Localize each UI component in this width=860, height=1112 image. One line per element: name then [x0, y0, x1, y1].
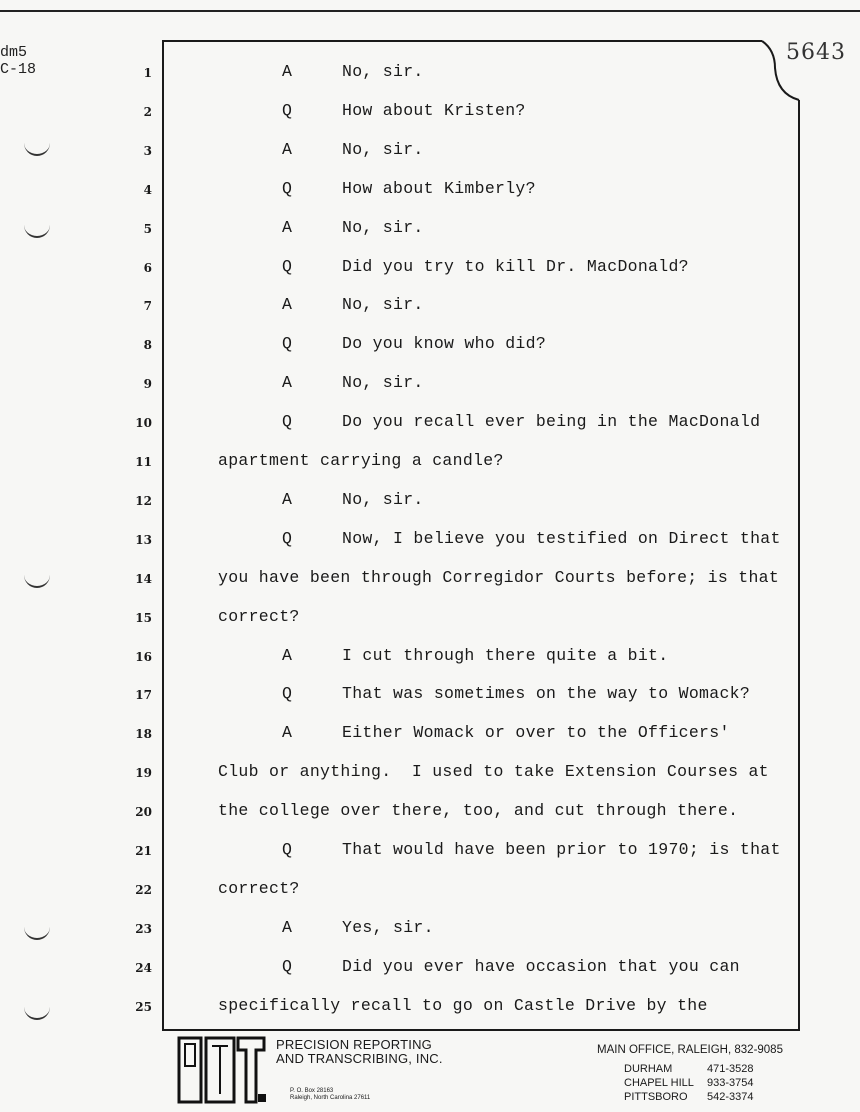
- speaker-label: A: [282, 217, 293, 237]
- binder-hole-mark: [24, 1004, 50, 1020]
- speaker-label: Q: [282, 840, 293, 859]
- testimony-text: Do you know who did?: [342, 334, 547, 354]
- testimony-text: No, sir.: [342, 489, 424, 509]
- line-number: 19: [135, 766, 152, 781]
- speaker-label: Q: [282, 412, 293, 432]
- line-number: 9: [143, 377, 152, 392]
- testimony-continuation: correct?: [218, 606, 300, 626]
- office-city: PITTSBORO: [624, 1091, 688, 1103]
- margin-note-initials: dm5: [0, 44, 28, 61]
- line-number: 4: [143, 182, 152, 197]
- office-city: DURHAM: [624, 1063, 673, 1075]
- binder-hole-mark: [24, 140, 50, 156]
- testimony-text: That would have been prior to 1970; is that: [342, 840, 781, 859]
- line-number: 12: [135, 493, 152, 508]
- speaker-label: Q: [282, 256, 293, 276]
- testimony-text: No, sir.: [342, 295, 424, 315]
- testimony-continuation: the college over there, too, and cut through there.: [218, 801, 739, 821]
- speaker-label: Q: [282, 100, 293, 120]
- office-city: CHAPEL HILL: [624, 1077, 694, 1089]
- pobox-line: P. O. Box 28163: [290, 1088, 334, 1094]
- speaker-label: A: [282, 295, 293, 315]
- transcript-border-bottom: [162, 1029, 800, 1031]
- speaker-label: A: [282, 373, 293, 393]
- line-number: 11: [135, 455, 152, 469]
- speaker-label: A: [282, 645, 293, 665]
- transcript-border-left: [162, 40, 164, 1030]
- transcript-border-right: [798, 100, 800, 1030]
- line-number: 16: [135, 649, 152, 664]
- testimony-text: How about Kimberly?: [342, 178, 536, 198]
- company-name-line2: AND TRANSCRIBING, INC.: [276, 1051, 443, 1066]
- binder-hole-mark: [24, 222, 50, 238]
- testimony-text: Do you recall ever being in the MacDonald: [342, 412, 761, 432]
- line-number: 23: [135, 921, 152, 936]
- line-number: 13: [135, 532, 152, 547]
- line-number: 24: [135, 960, 152, 975]
- pat-logo: [176, 1036, 268, 1106]
- testimony-text: Did you try to kill Dr. MacDonald?: [342, 256, 689, 276]
- speaker-label: Q: [282, 684, 293, 704]
- testimony-continuation: specifically recall to go on Castle Drive by the: [218, 995, 708, 1015]
- line-number: 18: [135, 727, 152, 742]
- speaker-label: Q: [282, 178, 293, 198]
- line-number: 25: [135, 999, 152, 1014]
- line-number: 7: [143, 299, 152, 314]
- line-number: 21: [135, 844, 152, 858]
- top-edge-rule: [0, 10, 860, 12]
- line-number: 14: [135, 571, 152, 586]
- testimony-text: Now, I believe you testified on Direct that: [342, 528, 781, 548]
- testimony-text: No, sir.: [342, 62, 424, 81]
- testimony-text: No, sir.: [342, 139, 424, 159]
- testimony-continuation: apartment carrying a candle?: [218, 451, 504, 470]
- transcript-border-top: [162, 40, 762, 42]
- testimony-text: No, sir.: [342, 217, 424, 237]
- line-number: 2: [143, 104, 152, 119]
- speaker-label: A: [282, 489, 293, 509]
- testimony-text: That was sometimes on the way to Womack?: [342, 684, 751, 704]
- city-line: Raleigh, North Carolina 27611: [290, 1095, 371, 1101]
- testimony-text: I cut through there quite a bit.: [342, 645, 669, 665]
- line-number: 15: [135, 610, 152, 625]
- office-phone: 933-3754: [707, 1077, 754, 1089]
- company-name-line1: PRECISION REPORTING: [276, 1037, 432, 1052]
- company-name: [276, 1038, 443, 1066]
- line-number: 3: [143, 143, 152, 158]
- line-number: 22: [135, 882, 152, 897]
- binder-hole-mark: [24, 572, 50, 588]
- testimony-continuation: Club or anything. I used to take Extension Courses at: [218, 762, 769, 782]
- speaker-label: A: [282, 62, 293, 81]
- testimony-continuation: you have been through Corregidor Courts before; is that: [218, 567, 780, 587]
- speaker-label: Q: [282, 334, 293, 354]
- margin-note-code: C-18: [0, 61, 37, 78]
- speaker-label: A: [282, 723, 293, 743]
- page-number: 5643: [786, 40, 846, 65]
- office-phone: 542-3374: [707, 1091, 754, 1103]
- testimony-text: Either Womack or over to the Officers': [342, 723, 730, 743]
- speaker-label: Q: [282, 528, 293, 548]
- line-number: 8: [143, 338, 152, 353]
- line-number: 10: [135, 416, 152, 431]
- testimony-continuation: correct?: [218, 878, 300, 898]
- line-number: 1: [143, 66, 152, 80]
- line-number: 6: [143, 260, 152, 275]
- binder-hole-mark: [24, 924, 50, 940]
- testimony-text: Yes, sir.: [342, 917, 434, 937]
- office-phone: 471-3528: [707, 1063, 754, 1075]
- speaker-label: A: [282, 917, 293, 937]
- testimony-text: Did you ever have occasion that you can: [342, 956, 740, 976]
- line-number: 20: [135, 805, 152, 820]
- speaker-label: Q: [282, 956, 293, 976]
- testimony-text: No, sir.: [342, 373, 424, 393]
- main-office-phone: MAIN OFFICE, RALEIGH, 832-9085: [597, 1044, 783, 1056]
- line-number: 17: [135, 688, 152, 703]
- line-number: 5: [143, 221, 152, 236]
- company-address: [290, 1088, 370, 1102]
- testimony-text: How about Kristen?: [342, 100, 526, 120]
- speaker-label: A: [282, 139, 293, 159]
